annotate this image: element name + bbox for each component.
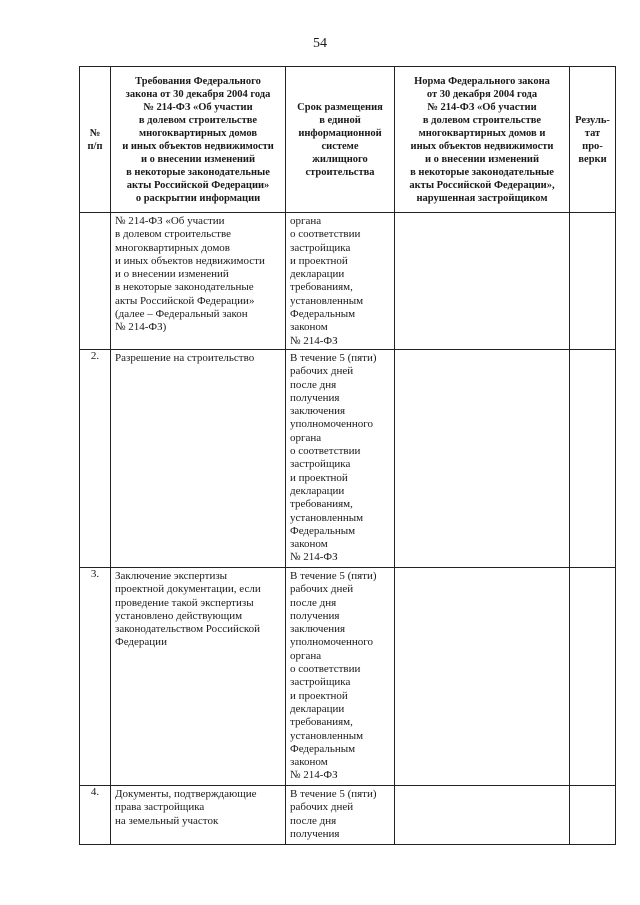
table-row bbox=[80, 350, 616, 568]
header-norm: Норма Федерального закона от 30 декабря 2004 года № 214-ФЗ «Об участии в долевом строительстве многоквартирных домов и иных объектов недвижимости и о внесении изменений в некоторые законодательные акты Российской Федерации», нарушенная застройщиком bbox=[395, 67, 570, 213]
row-number bbox=[80, 213, 111, 350]
table-row bbox=[80, 786, 616, 845]
header-result: Резуль- тат про- верки bbox=[570, 67, 616, 213]
row-requirement: Разрешение на строительство bbox=[111, 350, 286, 568]
row-number: 3. bbox=[80, 568, 111, 786]
row-result bbox=[570, 786, 616, 845]
row-requirement: Заключение экспертизы проектной документации, если проведение такой экспертизы установлено действующим законодательством Российской Федерации bbox=[111, 568, 286, 786]
header-number: № п/п bbox=[80, 67, 111, 213]
requirements-table bbox=[79, 66, 616, 845]
row-norm bbox=[395, 350, 570, 568]
row-deadline: В течение 5 (пяти) рабочих дней после дня получения заключения уполномоченного органа о соответствии застройщика и проектной декларации требованиям, установленным Федеральным законом № 214-ФЗ bbox=[286, 568, 395, 786]
table-header-row bbox=[80, 67, 616, 213]
row-deadline: органа о соответствии застройщика и проектной декларации требованиям, установленным Федеральным законом № 214-ФЗ bbox=[286, 213, 395, 350]
row-deadline: В течение 5 (пяти) рабочих дней после дня получения bbox=[286, 786, 395, 845]
row-deadline: В течение 5 (пяти) рабочих дней после дня получения заключения уполномоченного органа о соответствии застройщика и проектной декларации требованиям, установленным Федеральным законом № 214-ФЗ bbox=[286, 350, 395, 568]
table-row bbox=[80, 213, 616, 350]
page-number: 54 bbox=[313, 36, 327, 51]
row-result bbox=[570, 350, 616, 568]
row-number: 2. bbox=[80, 350, 111, 568]
row-result bbox=[570, 568, 616, 786]
row-requirement: Документы, подтверждающие права застройщика на земельный участок bbox=[111, 786, 286, 845]
table-row bbox=[80, 568, 616, 786]
row-norm bbox=[395, 786, 570, 845]
row-norm bbox=[395, 213, 570, 350]
row-result bbox=[570, 213, 616, 350]
header-deadline: Срок размещения в единой информационной системе жилищного строительства bbox=[286, 67, 395, 213]
header-requirement: Требования Федерального закона от 30 декабря 2004 года № 214-ФЗ «Об участии в долевом строительстве многоквартирных домов и иных объектов недвижимости и о внесении изменений в некоторые законодательные акты Российской Федерации» о раскрытии информации bbox=[111, 67, 286, 213]
row-requirement: № 214-ФЗ «Об участии в долевом строительстве многоквартирных домов и иных объектов недвижимости и о внесении изменений в некоторые законодательные акты Российской Федерации» (далее – Федеральный закон № 214-ФЗ) bbox=[111, 213, 286, 350]
row-number: 4. bbox=[80, 786, 111, 845]
row-norm bbox=[395, 568, 570, 786]
